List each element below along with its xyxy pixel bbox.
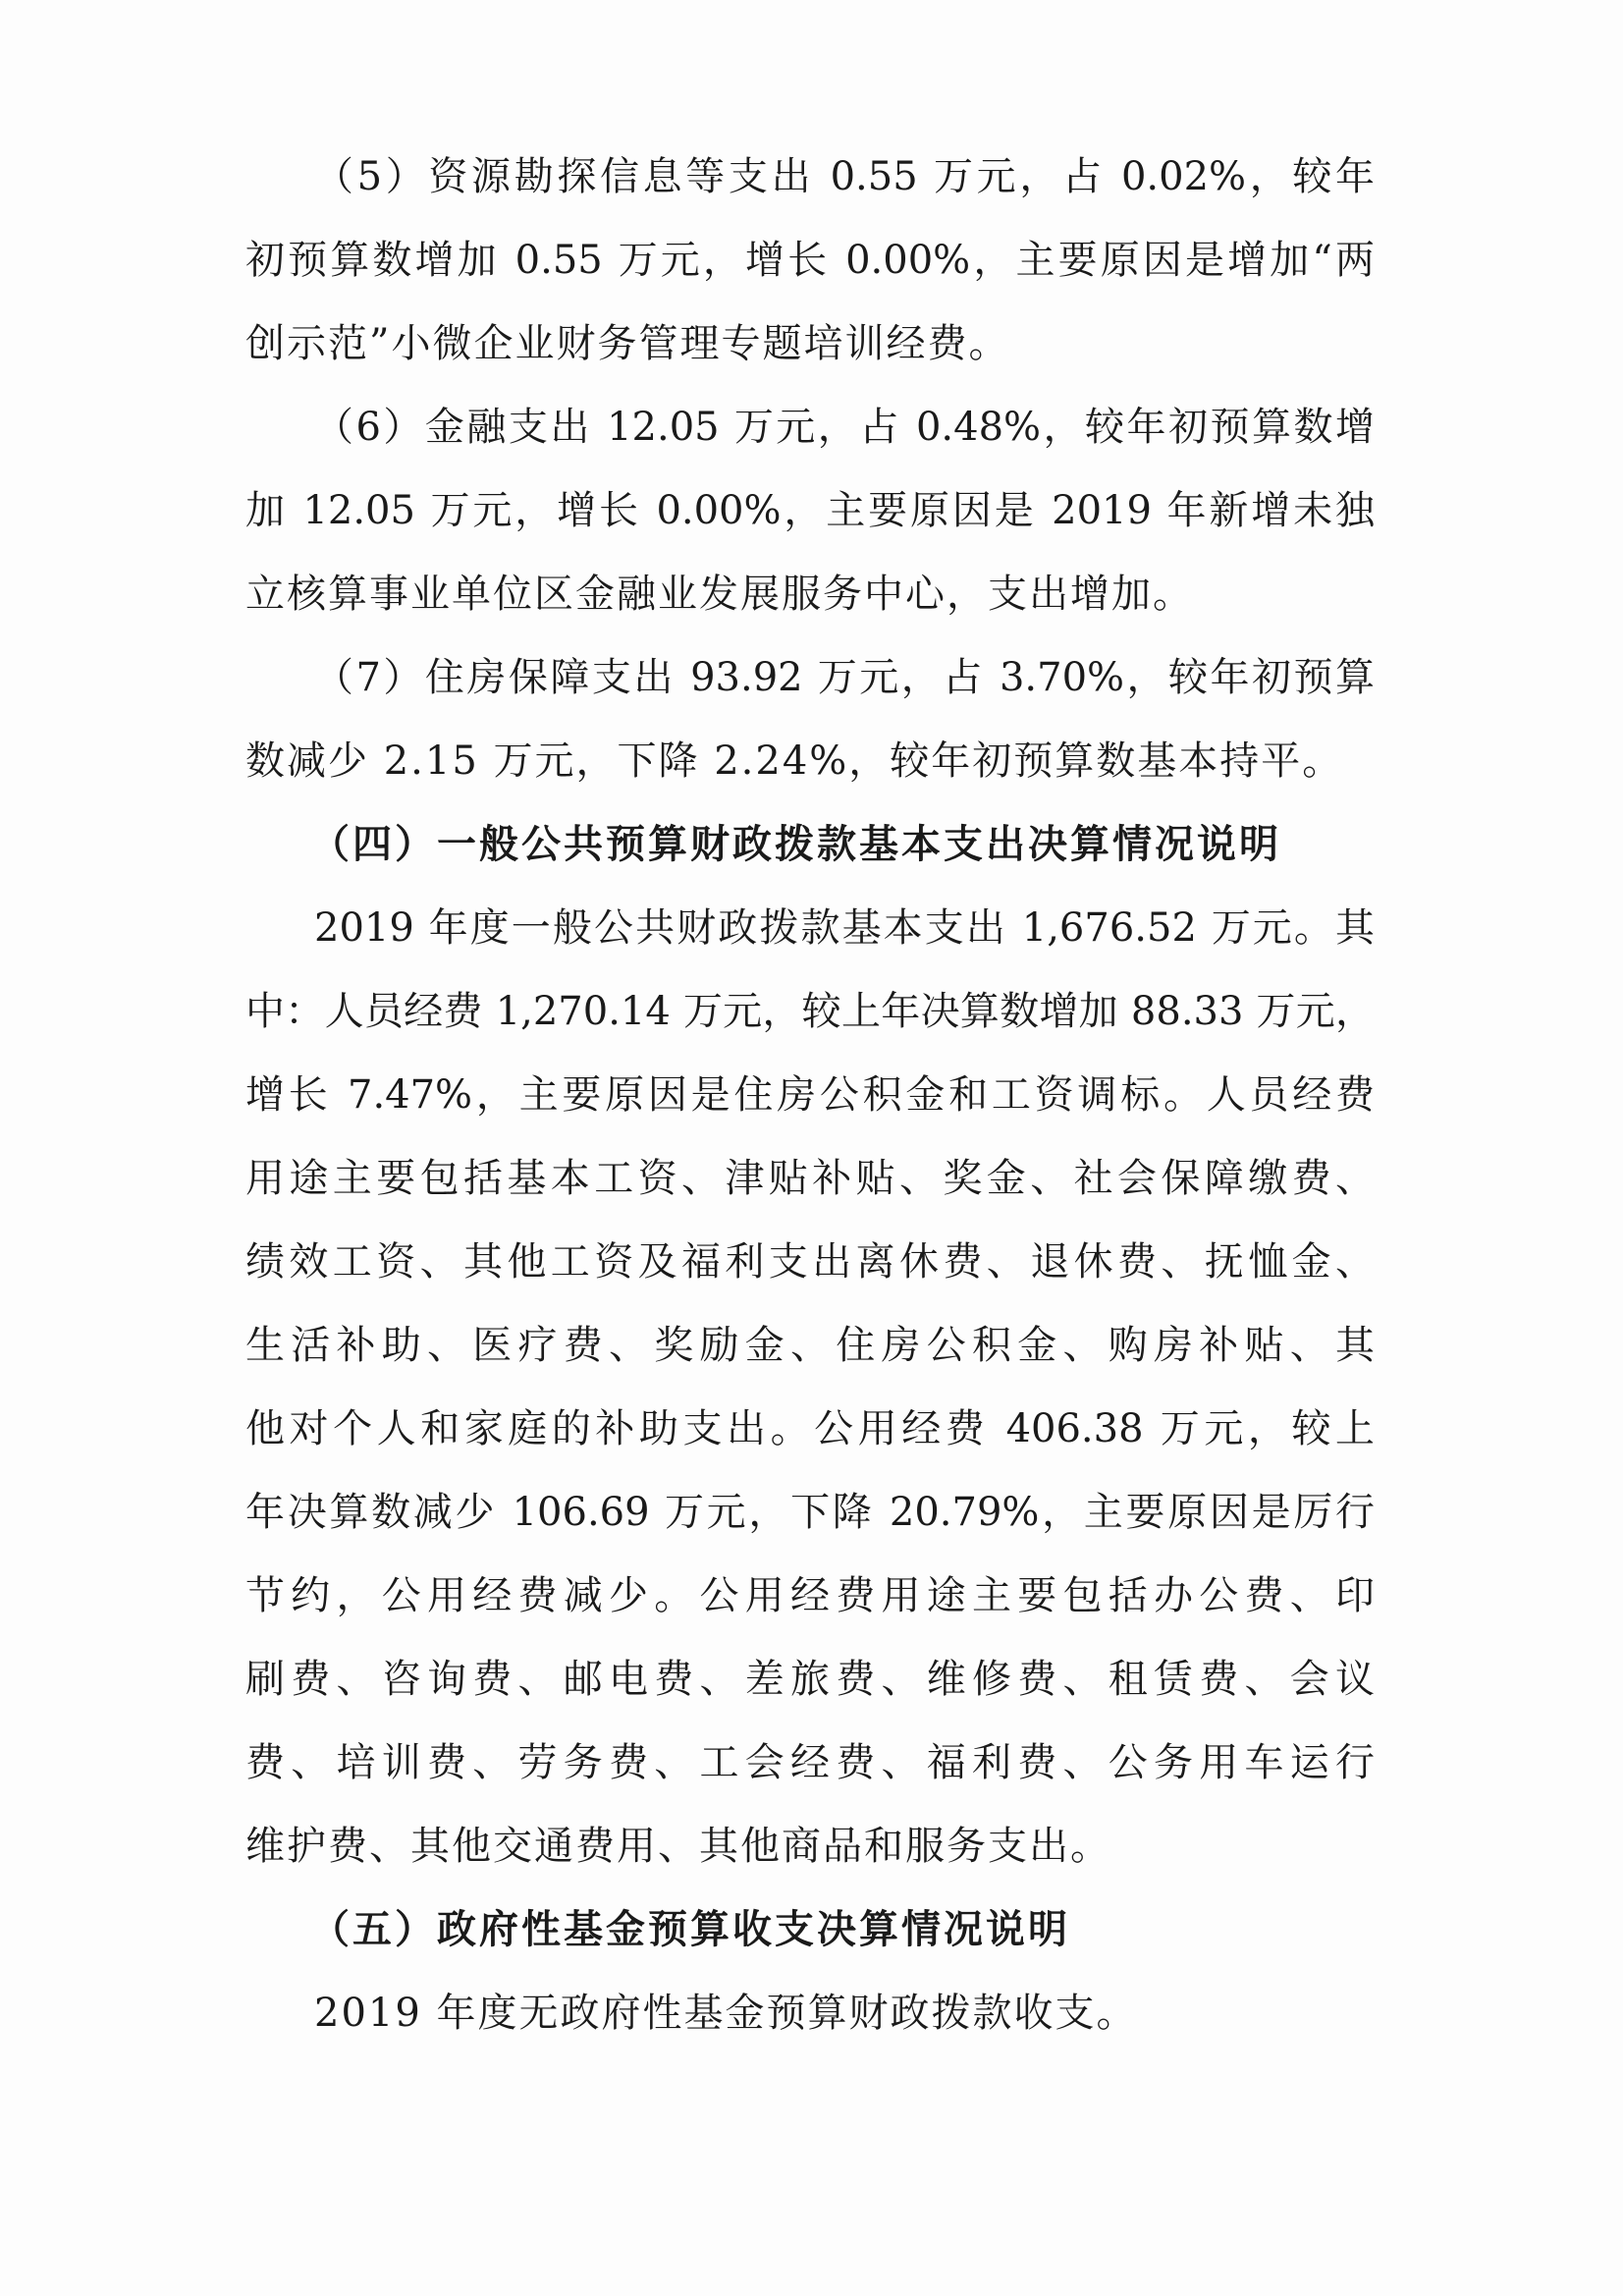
paragraph-line: （5）资源勘探信息等支出 0.55 万元，占 0.02%，较年: [314, 154, 1375, 199]
section-heading: （五）政府性基金预算收支决算情况说明: [310, 1906, 1070, 1952]
paragraph-line: 初预算数增加 0.55 万元，增长 0.00%，主要原因是增加“两: [245, 238, 1375, 283]
paragraph-line: 维护费、其他交通费用、其他商品和服务支出。: [245, 1824, 1111, 1869]
paragraph-line: 年决算数减少 106.69 万元，下降 20.79%，主要原因是厉行: [245, 1490, 1375, 1535]
paragraph-line: （7）住房保障支出 93.92 万元，占 3.70%，较年初预算: [314, 655, 1375, 700]
paragraph-line: 绩效工资、其他工资及福利支出离休费、退休费、抚恤金、: [245, 1239, 1375, 1285]
paragraph-line: 2019 年度一般公共财政拨款基本支出 1,676.52 万元。其: [314, 905, 1375, 951]
paragraph-line: 中：人员经费 1,270.14 万元，较上年决算数增加 88.33 万元，: [245, 989, 1375, 1034]
paragraph-line: 立核算事业单位区金融业发展服务中心，支出增加。: [245, 572, 1194, 617]
section-heading: （四）一般公共预算财政拨款基本支出决算情况说明: [310, 821, 1281, 867]
paragraph-line: 用途主要包括基本工资、津贴补贴、奖金、社会保障缴费、: [245, 1156, 1375, 1201]
paragraph-line: 他对个人和家庭的补助支出。公用经费 406.38 万元，较上: [245, 1406, 1375, 1451]
paragraph-line: 2019 年度无政府性基金预算财政拨款收支。: [314, 1991, 1138, 2036]
paragraph-line: 创示范”小微企业财务管理专题培训经费。: [245, 321, 1010, 366]
paragraph-line: （6）金融支出 12.05 万元，占 0.48%，较年初预算数增: [314, 405, 1375, 450]
paragraph-line: 加 12.05 万元，增长 0.00%，主要原因是 2019 年新增未独: [245, 488, 1375, 533]
paragraph-line: 数减少 2.15 万元，下降 2.24%，较年初预算数基本持平。: [245, 738, 1344, 784]
paragraph-line: 刷费、咨询费、邮电费、差旅费、维修费、租赁费、会议: [245, 1657, 1375, 1702]
paragraph-line: 费、培训费、劳务费、工会经费、福利费、公务用车运行: [245, 1740, 1375, 1785]
paragraph-line: 生活补助、医疗费、奖励金、住房公积金、购房补贴、其: [245, 1323, 1375, 1368]
paragraph-line: 节约，公用经费减少。公用经费用途主要包括办公费、印: [245, 1573, 1375, 1618]
paragraph-line: 增长 7.47%，主要原因是住房公积金和工资调标。人员经费: [245, 1072, 1375, 1118]
